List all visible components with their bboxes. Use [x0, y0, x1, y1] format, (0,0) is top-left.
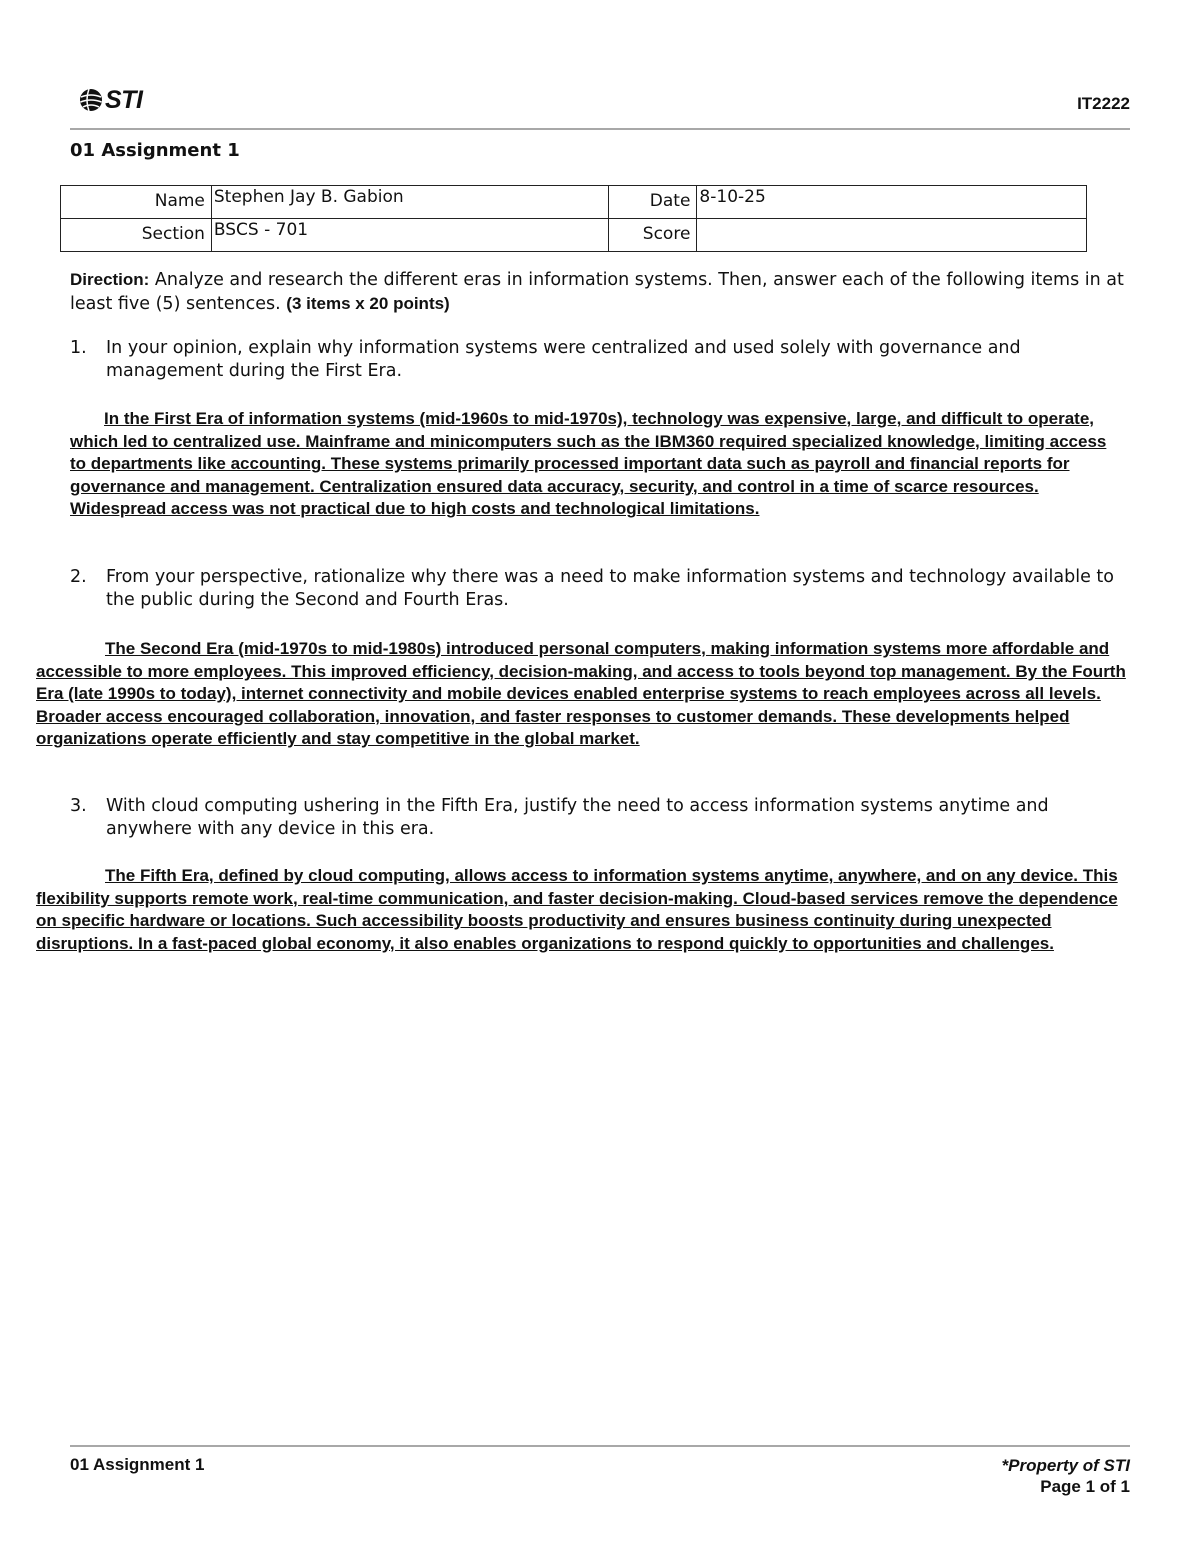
question-number: 2.: [70, 567, 87, 587]
globe-icon: [78, 87, 104, 113]
direction-text: Analyze and research the different eras in information systems. Then, answer each of the following items in at least five (5) sentences.: [70, 270, 1124, 314]
logo-text: STI: [105, 85, 143, 114]
date-value[interactable]: 8-10-25: [697, 186, 1087, 219]
answer-3[interactable]: The Fifth Era, defined by cloud computing, allows access to information systems anytime, anywhere, and on any device. This flexibility supports remote work, real-time communication, and faster decision-making. Cloud-based services remove the dependence on specific hardware or locations. Such accessibility boosts productivity and ensures business continuity during unexpected disruptions. In a fast-paced global economy, it also enables organizations to respond quickly to opportunities and challenges.: [36, 866, 1118, 953]
question-2: [70, 566, 1130, 612]
table-row: [61, 186, 1087, 219]
direction-label: Direction:: [70, 270, 150, 289]
student-info-table: [60, 185, 1087, 252]
section-value[interactable]: BSCS - 701: [211, 219, 609, 252]
footer-title: 01 Assignment 1: [70, 1455, 205, 1474]
name-label: Name: [61, 186, 212, 219]
question-number: 3.: [70, 796, 87, 816]
question-text: From your perspective, rationalize why there was a need to make information systems and technology available to the public during the Second and Fourth Eras.: [106, 567, 1114, 610]
question-3: [70, 795, 1130, 841]
direction-paragraph: [70, 268, 1160, 316]
property-notice: *Property of STI: [1001, 1456, 1130, 1475]
name-value[interactable]: Stephen Jay B. Gabion: [211, 186, 609, 219]
header-divider: [70, 128, 1130, 130]
section-label: Section: [61, 219, 212, 252]
footer-right: [1002, 1455, 1130, 1497]
question-text: With cloud computing ushering in the Fifth Era, justify the need to access information systems anytime and anywhere with any device in this era.: [106, 796, 1049, 839]
course-code: IT2222: [1077, 94, 1130, 113]
date-label: Date: [609, 186, 697, 219]
direction-points: (3 items x 20 points): [286, 294, 450, 313]
answer-1[interactable]: In the First Era of information systems (mid-1960s to mid-1970s), technology was expensive, large, and difficult to operate, which led to centralized use. Mainframe and minicomputers such as the IBM360 required specialized knowledge, limiting access to departments like accounting. These systems primarily processed important data such as payroll and financial reports for governance and management. Centralization ensured data accuracy, security, and control in a time of scarce resources. Widespread access was not practical due to high costs and technological limitations.: [70, 409, 1107, 519]
page-number: Page 1 of 1: [1040, 1477, 1130, 1496]
score-label: Score: [609, 219, 697, 252]
score-value[interactable]: [697, 219, 1087, 252]
question-text: In your opinion, explain why information systems were centralized and used solely with governance and management during the First Era.: [106, 338, 1021, 381]
question-1: [70, 337, 1130, 383]
footer-divider: [70, 1445, 1130, 1447]
table-row: [61, 219, 1087, 252]
question-number: 1.: [70, 338, 87, 358]
answer-2[interactable]: The Second Era (mid-1970s to mid-1980s) introduced personal computers, making information systems more affordable and accessible to more employees. This improved efficiency, decision-making, and access to tools beyond top management. By the Fourth Era (late 1990s to today), internet connectivity and mobile devices enabled enterprise systems to reach employees across all levels. Broader access encouraged collaboration, innovation, and faster responses to customer demands. These developments helped organizations operate efficiently and stay competitive in the global market.: [36, 639, 1126, 749]
page-title: 01 Assignment 1: [70, 140, 240, 161]
sti-logo: [78, 86, 142, 114]
